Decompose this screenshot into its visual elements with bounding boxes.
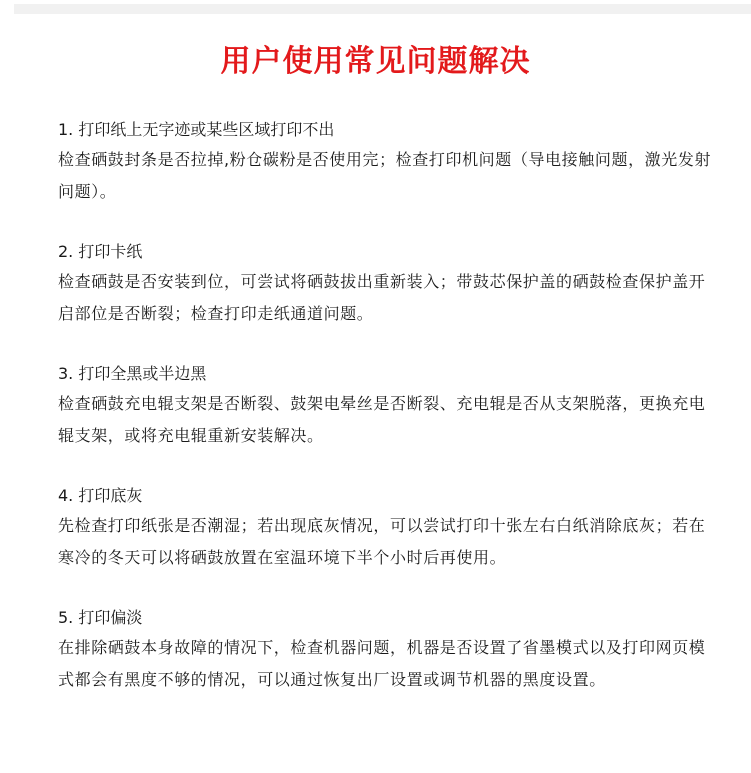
faq-answer: 检查硒鼓封条是否拉掉,粉仓碳粉是否使用完；检查打印机问题（导电接触问题，激光发射问题）。	[58, 150, 712, 201]
faq-question: 5. 打印偏淡	[58, 608, 143, 627]
faq-item	[58, 116, 718, 207]
faq-question: 4. 打印底灰	[58, 486, 143, 505]
faq-item	[58, 482, 718, 573]
faq-question: 1. 打印纸上无字迹或某些区域打印不出	[58, 120, 335, 139]
faq-question: 3. 打印全黑或半边黑	[58, 364, 207, 383]
faq-item	[58, 604, 718, 695]
faq-answer: 在排除硒鼓本身故障的情况下，检查机器问题，机器是否设置了省墨模式以及打印网页模式都会有黑度不够的情况，可以通过恢复出厂设置或调节机器的黑度设置。	[58, 638, 706, 689]
faq-item	[58, 360, 718, 451]
faq-question: 2. 打印卡纸	[58, 242, 143, 261]
top-divider-strip	[14, 4, 751, 14]
faq-list	[58, 116, 718, 726]
faq-answer: 检查硒鼓是否安装到位，可尝试将硒鼓拔出重新装入；带鼓芯保护盖的硒鼓检查保护盖开启部位是否断裂；检查打印走纸通道问题。	[58, 272, 706, 323]
faq-answer: 检查硒鼓充电辊支架是否断裂、鼓架电晕丝是否断裂、充电辊是否从支架脱落，更换充电辊支架，或将充电辊重新安装解决。	[58, 394, 706, 445]
page-title: 用户使用常见问题解决	[220, 44, 531, 79]
faq-item	[58, 238, 718, 329]
faq-answer: 先检查打印纸张是否潮湿；若出现底灰情况，可以尝试打印十张左右白纸消除底灰；若在寒冷的冬天可以将硒鼓放置在室温环境下半个小时后再使用。	[58, 516, 706, 567]
